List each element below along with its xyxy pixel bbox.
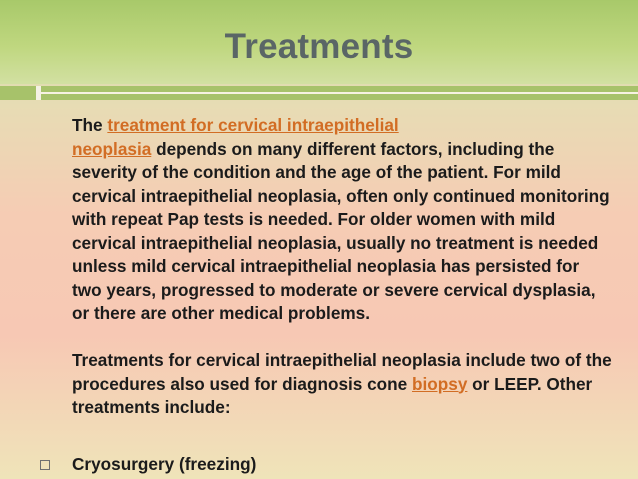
paragraph-1-rest: depends on many different factors, including the severity of the condition and the age of the patient. For mild cervical intraepithelial neoplasia, often only continued monitoring with repeat Pap tests is needed. For older women with mild cervical intraepithelial neoplasia, usually no treatment is needed unless mild cervical intraepithelial neoplasia has persisted for two years, progressed to moderate or severe cervical dysplasia, or there are other medical problems. <box>72 138 610 323</box>
paragraph-2-rest: or LEEP. Other treatments include: <box>72 373 593 417</box>
treatment-link[interactable]: treatment for cervical intraepithelial <box>107 115 399 135</box>
paragraph-2-lead: Treatments for cervical intraepithelial neoplasia include two of the procedures also used for diagnosis cone <box>72 350 612 394</box>
biopsy-link[interactable]: biopsy <box>412 373 468 394</box>
header-rule-line <box>41 92 638 94</box>
bullet-item-text: Cryosurgery (freezing) <box>72 454 257 474</box>
neoplasia-link[interactable]: neoplasia <box>72 138 152 159</box>
slide-title: Treatments <box>224 27 414 66</box>
paragraph-1 <box>72 114 612 326</box>
paragraph-2 <box>72 349 612 420</box>
square-bullet-icon <box>40 460 50 470</box>
slide-content <box>72 114 612 420</box>
bullet-item <box>38 453 598 477</box>
paragraph-1-lead: The <box>72 115 108 135</box>
header-rule-left <box>0 86 36 100</box>
